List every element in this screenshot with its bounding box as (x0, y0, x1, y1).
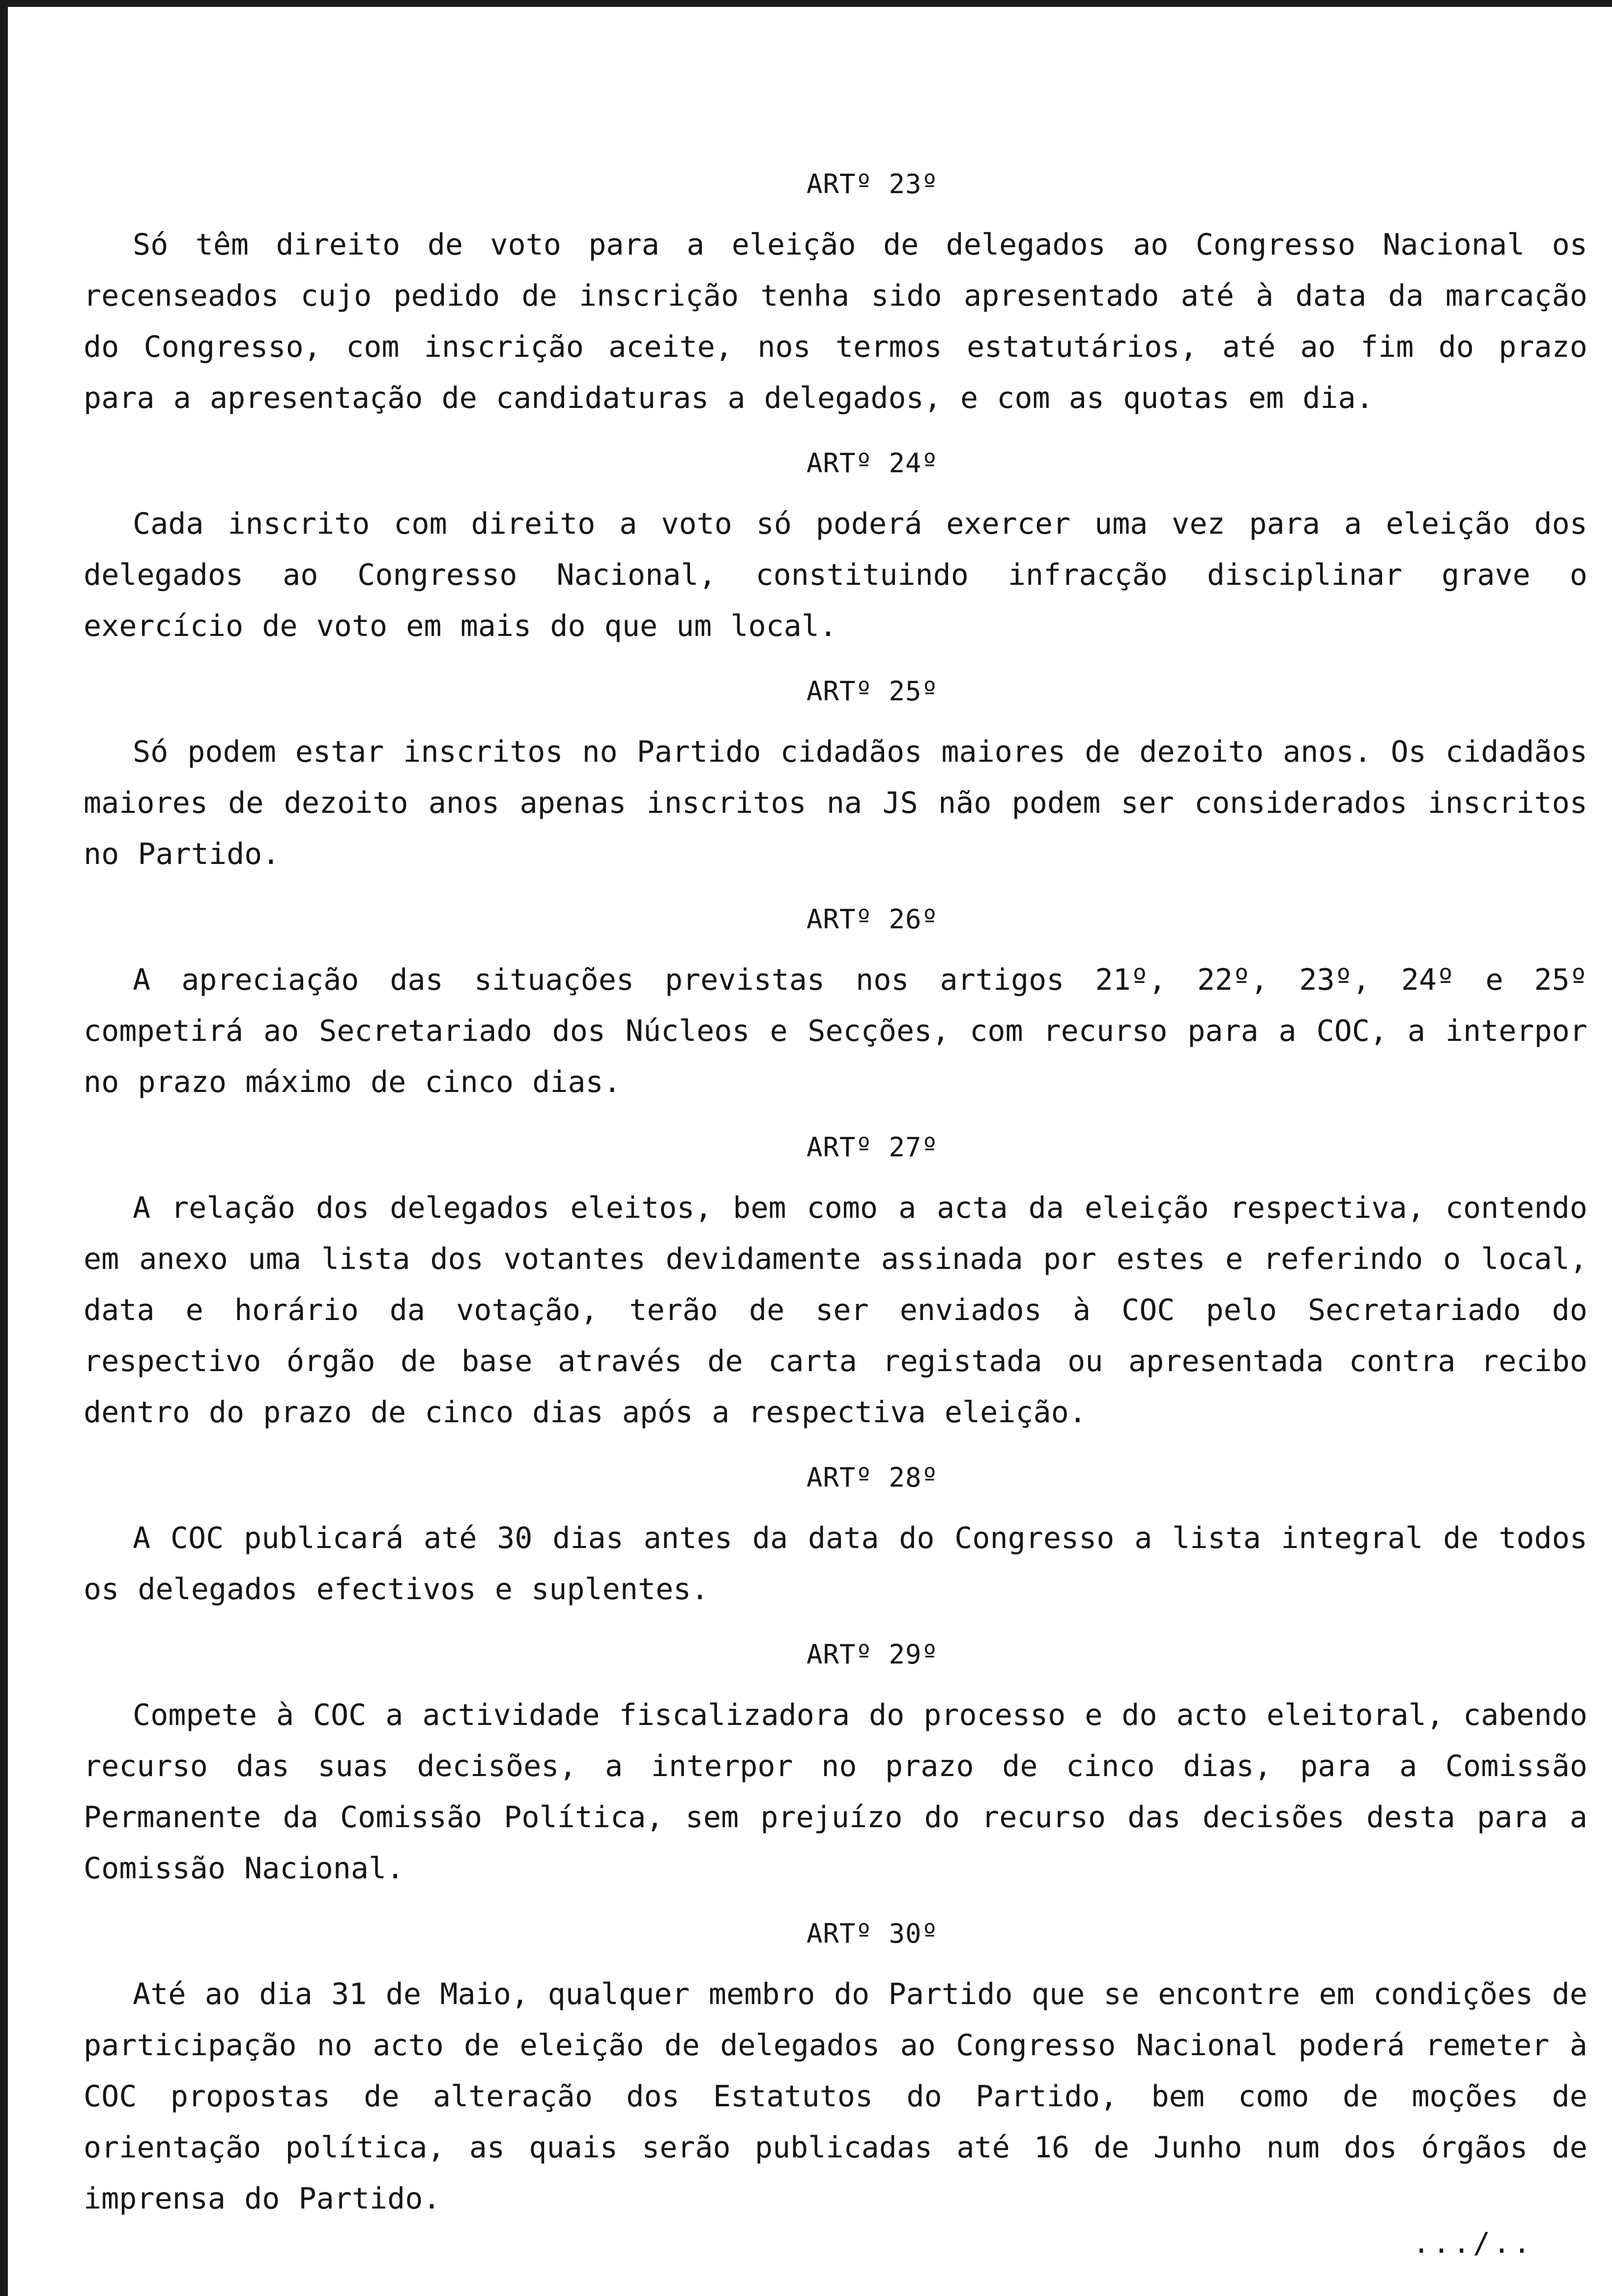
article-heading: ARTº 23º (806, 169, 939, 200)
article-23 (84, 167, 1587, 424)
article-text: A apreciação das situações previstas nos artigos 21º, 22º, 23º, 24º e 25º competirá ao Secretariado dos Núcleos e Secções, com recurso para a COC, a interpor no prazo máximo de cinco dias. (84, 963, 1587, 1099)
article-30 (84, 1917, 1587, 2224)
article-text: Só têm direito de voto para a eleição de delegados ao Congresso Nacional os recenseados cujo pedido de inscrição tenha sido apresentado até à data da marcação do Congresso, com inscrição aceite, nos termos estatutários, até ao fim do prazo para a apresentação de candidaturas a delegados, e com as quotas em dia. (84, 228, 1587, 415)
article-24 (84, 446, 1587, 652)
article-text: A COC publicará até 30 dias antes da data do Congresso a lista integral de todos os delegados efectivos e suplentes. (84, 1521, 1587, 1607)
article-heading: ARTº 24º (806, 448, 939, 479)
document-body (84, 167, 1587, 2247)
article-heading: ARTº 26º (806, 904, 939, 935)
article-text: A relação dos delegados eleitos, bem como a acta da eleição respectiva, contendo em anexo uma lista dos votantes devidamente assinada por estes e referindo o local, data e horário da votação, terão de ser enviados à COC pelo Secretariado do respectivo órgão de base através de carta registada ou apresentada contra recibo dentro do prazo de cinco dias após a respectiva eleição. (84, 1191, 1587, 1430)
article-heading: ARTº 28º (806, 1462, 939, 1493)
article-25 (84, 674, 1587, 880)
article-26 (84, 902, 1587, 1108)
article-27 (84, 1130, 1587, 1438)
article-28 (84, 1461, 1587, 1615)
article-heading: ARTº 29º (806, 1639, 939, 1670)
scan-edge-left (0, 0, 8, 2296)
continuation-mark: .../.. (1412, 2226, 1533, 2260)
article-29 (84, 1637, 1587, 1894)
article-text: Até ao dia 31 de Maio, qualquer membro do Partido que se encontre em condições de participação no acto de eleição de delegados ao Congresso Nacional poderá remeter à COC propostas de alteração dos Estatutos do Partido, bem como de moções de orientação política, as quais serão publicadas até 16 de Junho num dos órgãos de imprensa do Partido. (84, 1977, 1587, 2216)
article-text: Cada inscrito com direito a voto só poderá exercer uma vez para a eleição dos delegados ao Congresso Nacional, constituindo infracção disciplinar grave o exercício de voto em mais do que um local. (84, 507, 1587, 643)
article-heading: ARTº 27º (806, 1132, 939, 1163)
article-text: Compete à COC a actividade fiscalizadora do processo e do acto eleitoral, cabendo recurso das suas decisões, a interpor no prazo de cinco dias, para a Comissão Permanente da Comissão Política, sem prejuízo do recurso das decisões desta para a Comissão Nacional. (84, 1698, 1587, 1886)
scan-edge-top (0, 0, 1612, 7)
article-heading: ARTº 25º (806, 676, 939, 707)
article-heading: ARTº 30º (806, 1918, 939, 1949)
article-text: Só podem estar inscritos no Partido cidadãos maiores de dezoito anos. Os cidadãos maiores de dezoito anos apenas inscritos na JS não podem ser considerados inscritos no Partido. (84, 735, 1587, 871)
